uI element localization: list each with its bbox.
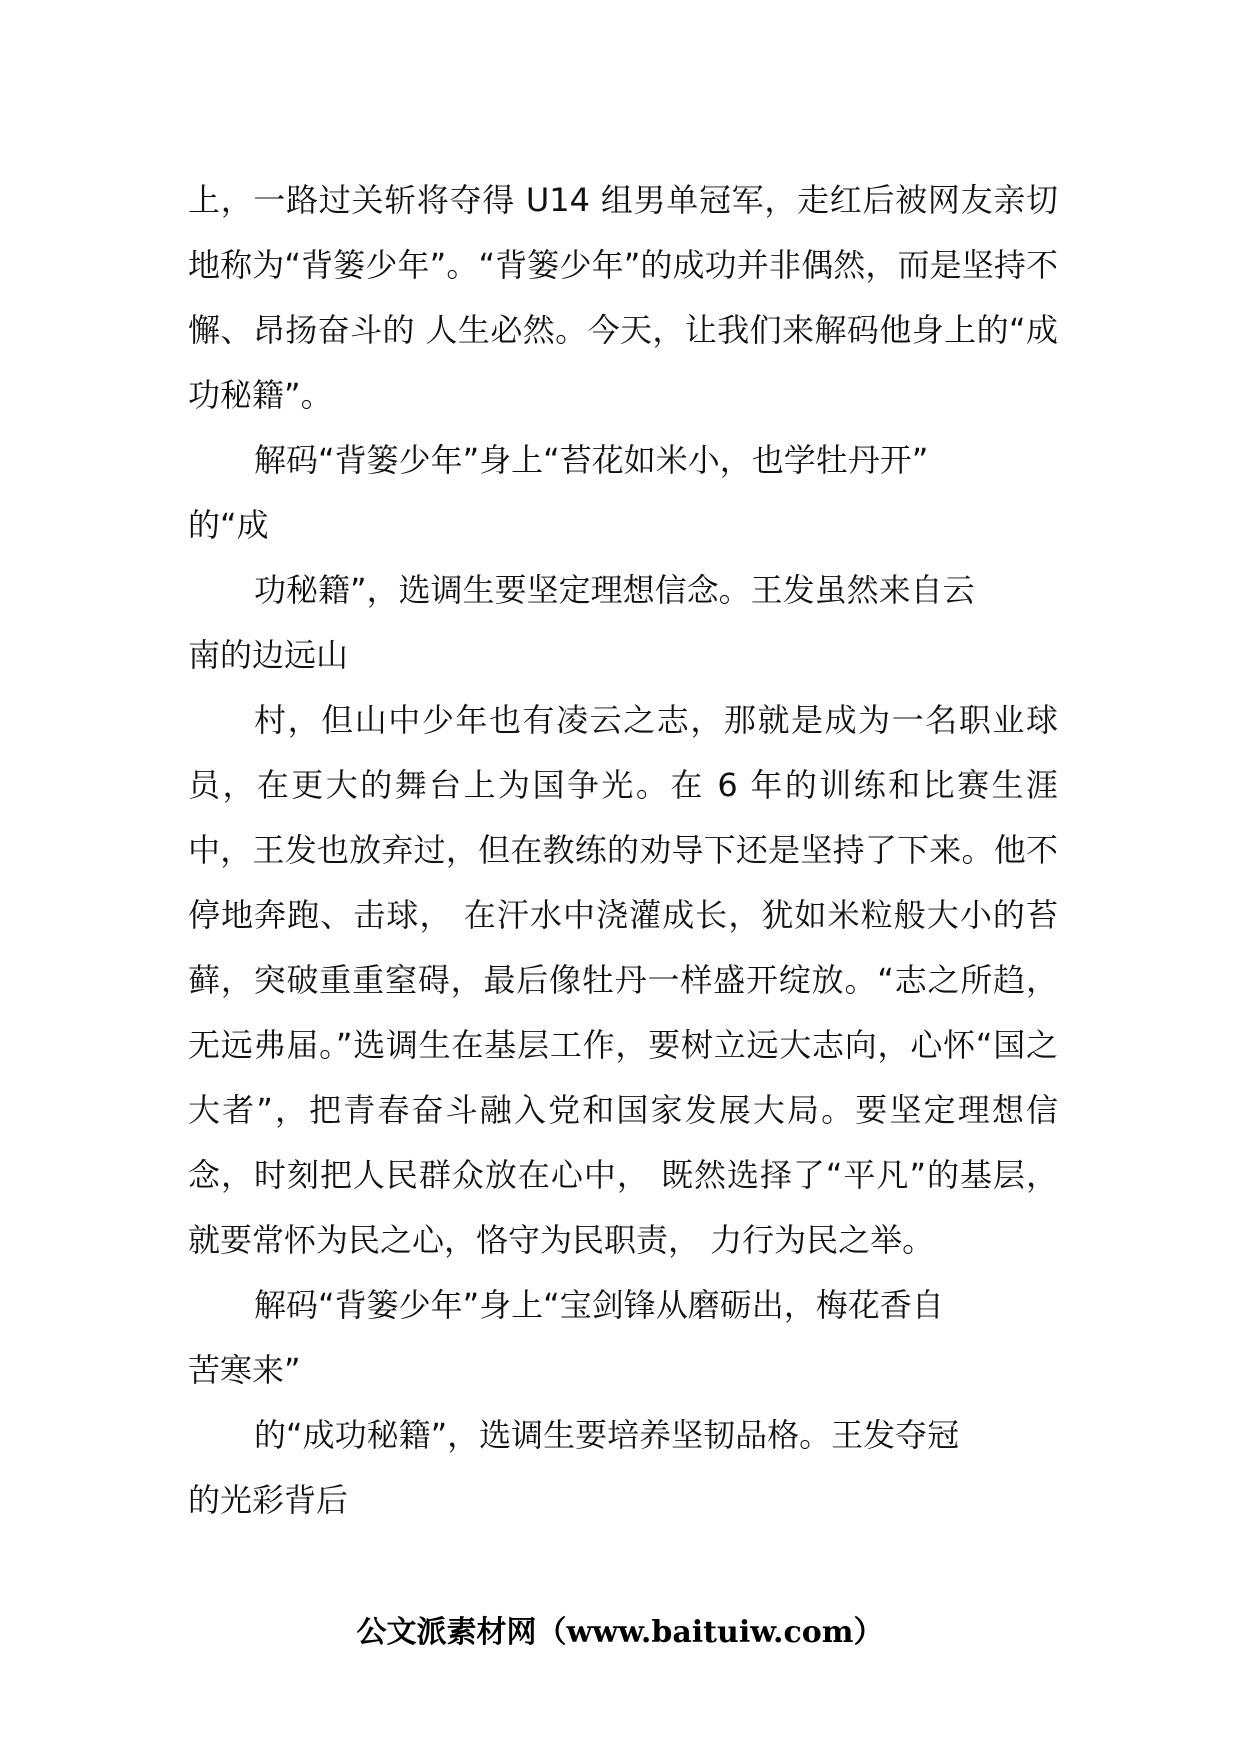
paragraph-2: 解码“背篓少年”身上“苔花如米小，也学牡丹开” [254, 441, 929, 479]
document-body [188, 168, 1058, 1533]
paragraph-3: 的“成 [188, 506, 269, 544]
paragraph-1: 上，一路过关斩将夺得 U14 组男单冠军，走红后被网友亲切地称为“背篓少年”。“背篓少年”的成功并非偶然，而是坚持不懈、昂扬奋斗的 人生必然。今天，让我们来解码他身上的“成功秘籍”。 [188, 181, 1058, 414]
paragraph-7: 解码“背篓少年”身上“宝剑锋从磨砺出，梅花香自 [254, 1286, 944, 1324]
paragraph-10: 的光彩背后 [188, 1481, 349, 1519]
paragraph-6: 村，但山中少年也有凌云之志，那就是成为一名职业球员，在更大的舞台上为国争光。在 6 年的训练和比赛生涯中，王发也放弃过，但在教练的劝导下还是坚持了下来。他不停地奔跑、击球， 在汗水中浇灌成长，犹如米粒般大小的苔藓，突破重重窒碍，最后像牡丹一样盛开绽放。“志之所趋，无远弗届。”选调生在基层工作，要树立远大志向，心怀“国之大者”，把青春奋斗融入党和国家发展大局。要坚定理想信念，时刻把人民群众放在心中， 既然选择了“平凡”的基层，就要常怀为民之心，恪守为民职责， 力行为民之举。 [188, 701, 1058, 1259]
paragraph-9: 的“成功秘籍”，选调生要培养坚韧品格。王发夺冠 [254, 1416, 960, 1454]
footer-source: 公文派素材网（www.baituiw.com） [356, 1615, 884, 1650]
paragraph-8: 苦寒来” [188, 1351, 301, 1389]
paragraph-4: 功秘籍”，选调生要坚定理想信念。王发虽然来自云 [254, 571, 975, 609]
paragraph-5: 南的边远山 [188, 636, 349, 674]
